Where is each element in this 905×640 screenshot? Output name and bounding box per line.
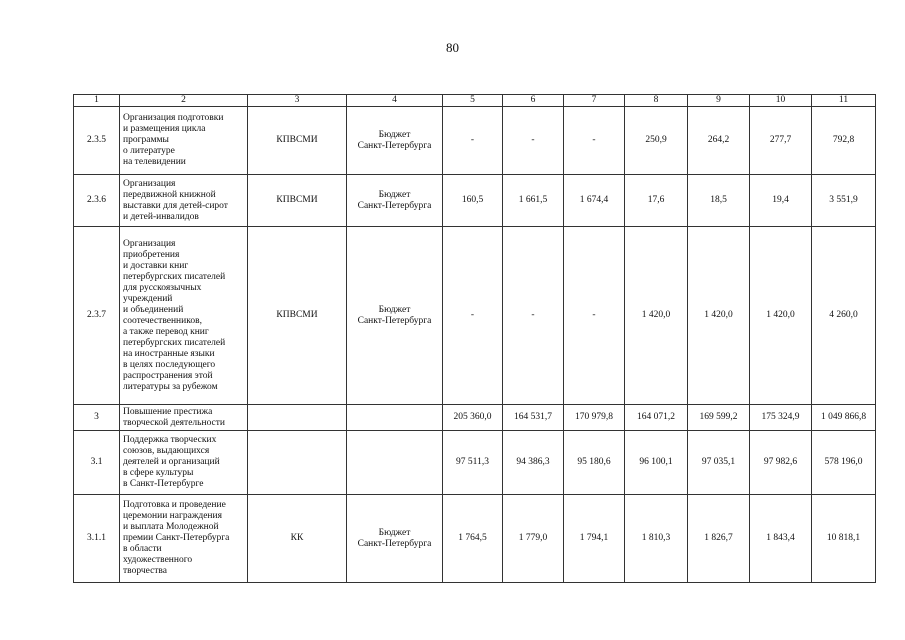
- item-name-line: Организация подготовки: [123, 113, 224, 123]
- item-name-line: и выплата Молодежной: [123, 522, 219, 532]
- item-name-line: Организация: [123, 238, 176, 249]
- value-cell: 164 071,2: [625, 405, 688, 431]
- value-cell: 97 035,1: [688, 431, 750, 495]
- item-name-line: распространения этой: [123, 370, 213, 381]
- value-cell: 169 599,2: [688, 405, 750, 431]
- column-number: 11: [812, 95, 876, 107]
- value-cell: -: [503, 107, 564, 175]
- value-cell: 277,7: [750, 107, 812, 175]
- table-row: [74, 107, 876, 175]
- item-name-line: Подготовка и проведение: [123, 500, 226, 510]
- item-name-line: и доставки книг: [123, 260, 189, 271]
- table-row: [74, 495, 876, 583]
- item-name-line: премии Санкт-Петербурга: [123, 533, 230, 543]
- value-cell: 17,6: [625, 175, 688, 227]
- value-cell: 1 779,0: [503, 495, 564, 583]
- item-name-line: союзов, выдающихся: [123, 446, 210, 456]
- item-name-line: программы: [123, 135, 169, 145]
- funding-source: [347, 227, 443, 405]
- value-cell: -: [443, 227, 503, 405]
- funding-source-line: Бюджет: [378, 304, 411, 315]
- item-number: 2.3.7: [74, 227, 120, 405]
- item-name-line: для русскоязычных: [123, 282, 202, 293]
- column-number: 5: [443, 95, 503, 107]
- value-cell: 1 661,5: [503, 175, 564, 227]
- funding-source: [347, 107, 443, 175]
- value-cell: 19,4: [750, 175, 812, 227]
- funding-source: [347, 431, 443, 495]
- executor: КПВСМИ: [248, 175, 347, 227]
- item-number: 3.1: [74, 431, 120, 495]
- item-number: 3.1.1: [74, 495, 120, 583]
- funding-source-line: Бюджет: [378, 527, 411, 538]
- item-name-line: Повышение престижа: [123, 406, 213, 417]
- value-cell: 1 810,3: [625, 495, 688, 583]
- item-number: 2.3.5: [74, 107, 120, 175]
- column-number: 6: [503, 95, 564, 107]
- value-cell: 1 794,1: [564, 495, 625, 583]
- executor: КК: [248, 495, 347, 583]
- column-number: 7: [564, 95, 625, 107]
- item-name-line: на иностранные языки: [123, 348, 215, 359]
- item-name-line: соотечественников,: [123, 315, 202, 326]
- item-name-line: в области: [123, 544, 162, 554]
- executor: КПВСМИ: [248, 227, 347, 405]
- value-cell: 1 420,0: [625, 227, 688, 405]
- item-name-line: художественного: [123, 555, 193, 565]
- item-name: [120, 405, 248, 431]
- value-cell: 264,2: [688, 107, 750, 175]
- value-cell: 94 386,3: [503, 431, 564, 495]
- table-row: [74, 175, 876, 227]
- funding-source: [347, 405, 443, 431]
- value-cell: 97 511,3: [443, 431, 503, 495]
- table-row: [74, 227, 876, 405]
- item-name-line: на телевидении: [123, 157, 186, 167]
- executor: [248, 405, 347, 431]
- value-cell: 170 979,8: [564, 405, 625, 431]
- funding-source: [347, 175, 443, 227]
- executor: КПВСМИ: [248, 107, 347, 175]
- item-name-line: творческой деятельности: [123, 417, 226, 428]
- value-cell: 95 180,6: [564, 431, 625, 495]
- column-number: 9: [688, 95, 750, 107]
- value-cell: 1 764,5: [443, 495, 503, 583]
- value-cell: 164 531,7: [503, 405, 564, 431]
- table-row: [74, 405, 876, 431]
- item-name-line: в целях последующего: [123, 359, 216, 370]
- funding-source-line: Санкт-Петербурга: [357, 140, 432, 151]
- item-name-line: и размещения цикла: [123, 124, 206, 134]
- item-name-line: передвижной книжной: [123, 189, 216, 200]
- value-cell: 10 818,1: [812, 495, 876, 583]
- item-name-line: деятелей и организаций: [123, 457, 220, 467]
- item-name-line: приобретения: [123, 249, 180, 260]
- value-cell: 175 324,9: [750, 405, 812, 431]
- page-number: 80: [446, 40, 459, 55]
- funding-source-line: Бюджет: [378, 129, 411, 140]
- item-name-line: учреждений: [123, 293, 173, 304]
- value-cell: 1 843,4: [750, 495, 812, 583]
- funding-source-line: Бюджет: [378, 189, 411, 200]
- value-cell: 1 420,0: [750, 227, 812, 405]
- column-number: 1: [74, 95, 120, 107]
- item-name-line: церемонии награждения: [123, 511, 222, 521]
- column-number: 2: [120, 95, 248, 107]
- funding-source-line: Санкт-Петербурга: [357, 315, 432, 326]
- item-name-line: литературы за рубежом: [123, 381, 218, 392]
- value-cell: 205 360,0: [443, 405, 503, 431]
- item-name-line: творчества: [123, 566, 168, 576]
- value-cell: 97 982,6: [750, 431, 812, 495]
- value-cell: 578 196,0: [812, 431, 876, 495]
- item-name-line: петербургских писателей: [123, 271, 226, 282]
- value-cell: 18,5: [688, 175, 750, 227]
- item-name-line: и объединений: [123, 304, 184, 315]
- value-cell: -: [443, 107, 503, 175]
- column-number-row: [74, 95, 876, 107]
- item-name-line: о литературе: [123, 146, 175, 156]
- value-cell: 250,9: [625, 107, 688, 175]
- item-name: [120, 431, 248, 495]
- item-name-line: петербургских писателей: [123, 337, 226, 348]
- item-name: [120, 495, 248, 583]
- value-cell: 1 674,4: [564, 175, 625, 227]
- item-name: [120, 227, 248, 405]
- item-name-line: и детей-инвалидов: [123, 211, 199, 222]
- item-name-line: Поддержка творческих: [123, 435, 217, 445]
- funding-source-line: Санкт-Петербурга: [357, 200, 432, 211]
- value-cell: -: [503, 227, 564, 405]
- item-name-line: в сфере культуры: [123, 468, 194, 478]
- item-name: [120, 175, 248, 227]
- item-name-line: выставки для детей-сирот: [123, 200, 228, 211]
- item-name: [120, 107, 248, 175]
- column-number: 10: [750, 95, 812, 107]
- item-number: 2.3.6: [74, 175, 120, 227]
- item-name-line: Организация: [123, 178, 176, 189]
- budget-table: [73, 94, 876, 583]
- column-number: 8: [625, 95, 688, 107]
- column-number: 3: [248, 95, 347, 107]
- funding-source-line: Санкт-Петербурга: [357, 538, 432, 549]
- column-number: 4: [347, 95, 443, 107]
- executor: [248, 431, 347, 495]
- value-cell: 1 826,7: [688, 495, 750, 583]
- item-number: 3: [74, 405, 120, 431]
- value-cell: 1 049 866,8: [812, 405, 876, 431]
- table-row: [74, 431, 876, 495]
- item-name-line: в Санкт-Петербурге: [123, 479, 204, 489]
- value-cell: 4 260,0: [812, 227, 876, 405]
- value-cell: 96 100,1: [625, 431, 688, 495]
- value-cell: -: [564, 107, 625, 175]
- value-cell: 792,8: [812, 107, 876, 175]
- value-cell: 1 420,0: [688, 227, 750, 405]
- funding-source: [347, 495, 443, 583]
- item-name-line: а также перевод книг: [123, 326, 209, 337]
- value-cell: 160,5: [443, 175, 503, 227]
- value-cell: -: [564, 227, 625, 405]
- value-cell: 3 551,9: [812, 175, 876, 227]
